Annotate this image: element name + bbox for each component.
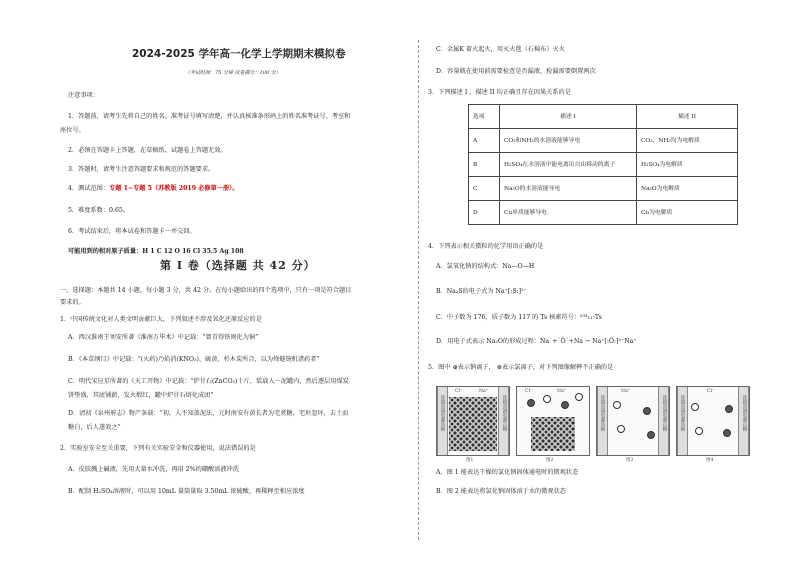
notice-item: 5．难度系数：0.65。	[68, 207, 130, 214]
exam-subtitle: （考试时间：75 分钟 试卷满分：100 分）	[185, 70, 281, 76]
electrode-label: 连接直流电源正极	[742, 395, 747, 431]
ion-label: Na⁺	[557, 389, 566, 394]
chloride-ion	[725, 405, 733, 413]
q1-option-d-cont: 糖白，后人遂效之”	[68, 424, 121, 431]
q2-option-b: B．配制 H₂SO₄溶液时，可以用 10mL 量筒量取 3.50mL 浓硫酸，再稀释至相应浓度	[68, 488, 305, 495]
figure-caption: 图2	[546, 458, 554, 463]
notice-item: 1．答题前，请考生先将自己的姓名、准考证号填写清楚，并认真核准条形码上的姓名准考证号、考室和	[68, 113, 351, 120]
table-cell: D	[469, 201, 500, 225]
electrode-label: 连接直流电源正极	[662, 395, 667, 431]
electrode-label: 连接直流电源负极	[600, 395, 605, 431]
nacl-lattice	[531, 417, 575, 451]
scope-label: 4．测试范围：	[68, 185, 110, 192]
notice-item: 2．必须在答题卡上答题，在草稿纸、试题卷上答题无效。	[68, 147, 227, 154]
q3-table	[468, 104, 738, 225]
sodium-ion	[617, 425, 625, 433]
figure-4	[676, 386, 750, 456]
q1-option-d: D．清初《泉州府志》物产条载：“初，人不知盖泥法，元时南安有黄长者为宅煮糖，宅垣忽坏，去土而	[68, 410, 349, 417]
notice-item	[68, 185, 238, 193]
section-title: 第 I 卷（选择题 共 42 分）	[160, 259, 316, 272]
notice-heading: 注意事项：	[68, 92, 99, 99]
right-column	[428, 0, 768, 562]
q1-option-a: A．西汉淮南王刘安所著《淮南万毕术》中记载：“曾青得铁则化为铜”	[68, 334, 259, 341]
sodium-ion	[575, 393, 583, 401]
q4-option-c: C．中子数为 176，质子数为 117 的 Ts 核素符号：²⁹³₁₁₇Ts	[436, 314, 602, 321]
ion-label: Cl⁻	[707, 389, 715, 394]
nacl-lattice	[449, 397, 497, 451]
table-cell: H₂SO₄为电解质	[637, 153, 738, 177]
chloride-ion	[527, 399, 535, 407]
table-cell: A	[469, 129, 500, 153]
q4-option-d: D．用电子式表示 Na₂O的形成过程：Na˙+˙Ö˙+Na → Na⁺[:Ö:]²⁻Na⁺	[436, 338, 637, 345]
q2-option-c: C．金属K 着火起火，用灭火毯（石棉布）灭火	[436, 46, 565, 53]
figure-3	[596, 386, 670, 456]
q5-option-b: B．图 2 能表达将氯化钠固体溶于水的微观状态	[436, 488, 566, 495]
electrode-label: 连接直流电源负极	[440, 395, 445, 431]
q4-option-a: A．氯氧化钠的结构式：Na—O—H	[436, 263, 535, 270]
q1-option-c: C．明代宋应星所著的《天工开物》中记载：“炉甘石(ZnCO₃)十斤，装载入一泥罐内，然后逐层用煤炭	[68, 378, 349, 385]
figure-caption: 图4	[706, 458, 714, 463]
table-header: 选项	[469, 105, 500, 129]
q2-option-d: D．容量瓶在使用前需要检查是否漏液，检漏需要倒置两次	[436, 68, 596, 75]
question-1-stem: 1．中国传统文化对人类文明贡献巨大，下列叙述不涉及氧化还原反应的是	[60, 316, 262, 323]
table-cell: CO₂、NH₃均为电解质	[637, 129, 738, 153]
ion-label: Na⁺	[621, 389, 630, 394]
exam-title: 2024-2025 学年高一化学上学期期末模拟卷	[132, 48, 346, 60]
sodium-ion	[695, 427, 703, 435]
notice-item: 6．考试结束后，将本试卷和答题卡一并交回。	[68, 228, 196, 235]
table-header: 描述 II	[637, 105, 738, 129]
chloride-ion	[647, 431, 655, 439]
section-instructions: 要求的。	[60, 299, 85, 306]
table-cell: Na₂O为电解质	[637, 177, 738, 201]
q2-option-a: A．皮肤溅上碱液，先用大量水冲洗，再用 2%的硼酸溶液冲洗	[68, 466, 239, 473]
sodium-ion	[613, 401, 621, 409]
table-row	[469, 129, 738, 153]
figure-2	[516, 386, 590, 456]
figure-caption: 图1	[466, 458, 474, 463]
table-row	[469, 201, 738, 225]
ion-label: Cl⁻	[455, 389, 463, 394]
section-instructions: 一、选择题：本题共 14 小题，每小题 3 分，共 42 分。在每小题给出的四个选项中，只有一项是符合题目	[60, 287, 352, 294]
chloride-ion	[643, 407, 651, 415]
question-3-stem: 3．下列描述 I 、描述 II 均正确且存在因果关系的是	[428, 89, 571, 96]
sodium-ion	[691, 403, 699, 411]
table-cell: Cu为电解质	[637, 201, 738, 225]
chloride-ion	[561, 401, 569, 409]
figure-caption: 图3	[626, 458, 634, 463]
table-header: 描述 I	[500, 105, 637, 129]
electrode-label: 连接直流电源负极	[680, 395, 685, 431]
table-row	[469, 177, 738, 201]
scope-value: 专题 1~专题 5（苏教版 2019 必修第一册）。	[109, 185, 239, 192]
ion-label: Cl⁻	[525, 389, 533, 394]
notice-item: 3．答题时，请考生注意答题要求和规范的答题要求。	[68, 166, 215, 173]
table-cell: Cu单质能够导电	[500, 201, 637, 225]
notice-item: 座位号。	[60, 127, 85, 134]
column-divider	[418, 40, 420, 540]
table-cell: CO₂和NH₃的水溶液能够导电	[500, 129, 637, 153]
question-5-stem: 5．图中 ⊕表示钠离子， ⊛表示氯离子，对下列图像解释不正确的是	[428, 364, 614, 371]
question-4-stem: 4．下列表示相关微粒的化学用语正确的是	[428, 243, 544, 250]
table-cell: H₂SO₄在水溶液中能电离出自由移动的离子	[500, 153, 637, 177]
atomic-masses: 可能用到的相对原子质量：H 1 C 12 O 16 Cl 35.5 Ag 108	[68, 248, 244, 255]
table-header-row	[469, 105, 738, 129]
q1-option-b: B．《本草纲目》中记载：“(火药)乃焰消(KNO₃)、硫黄、杉木炭所合，以为烽燧铳机诸药者”	[68, 356, 320, 363]
sodium-ion	[543, 395, 551, 403]
table-cell: Na₂O的水溶液能导电	[500, 177, 637, 201]
ion-label: Na⁺	[479, 389, 488, 394]
left-column	[60, 0, 410, 562]
table-cell: B	[469, 153, 500, 177]
figure-1	[436, 386, 510, 456]
q4-option-b: B．Na₂S的电子式为 Na⁺[:S:]²⁻	[436, 288, 527, 295]
q5-option-a: A．图 1 能表达干燥的氯化钠固体通电时的微观状态	[436, 469, 579, 476]
chloride-ion	[723, 429, 731, 437]
electrode-label: 连接直流电源正极	[502, 395, 507, 431]
table-row	[469, 153, 738, 177]
q1-option-c-cont: 饼垫盛，其底铺薪，发火煅红，罐中炉甘石熔化成团”	[68, 392, 214, 399]
question-2-stem: 2．实验室安全至关重要，下列有关实验安全和仪器使用，说法错误的是	[60, 445, 256, 452]
table-cell: C	[469, 177, 500, 201]
